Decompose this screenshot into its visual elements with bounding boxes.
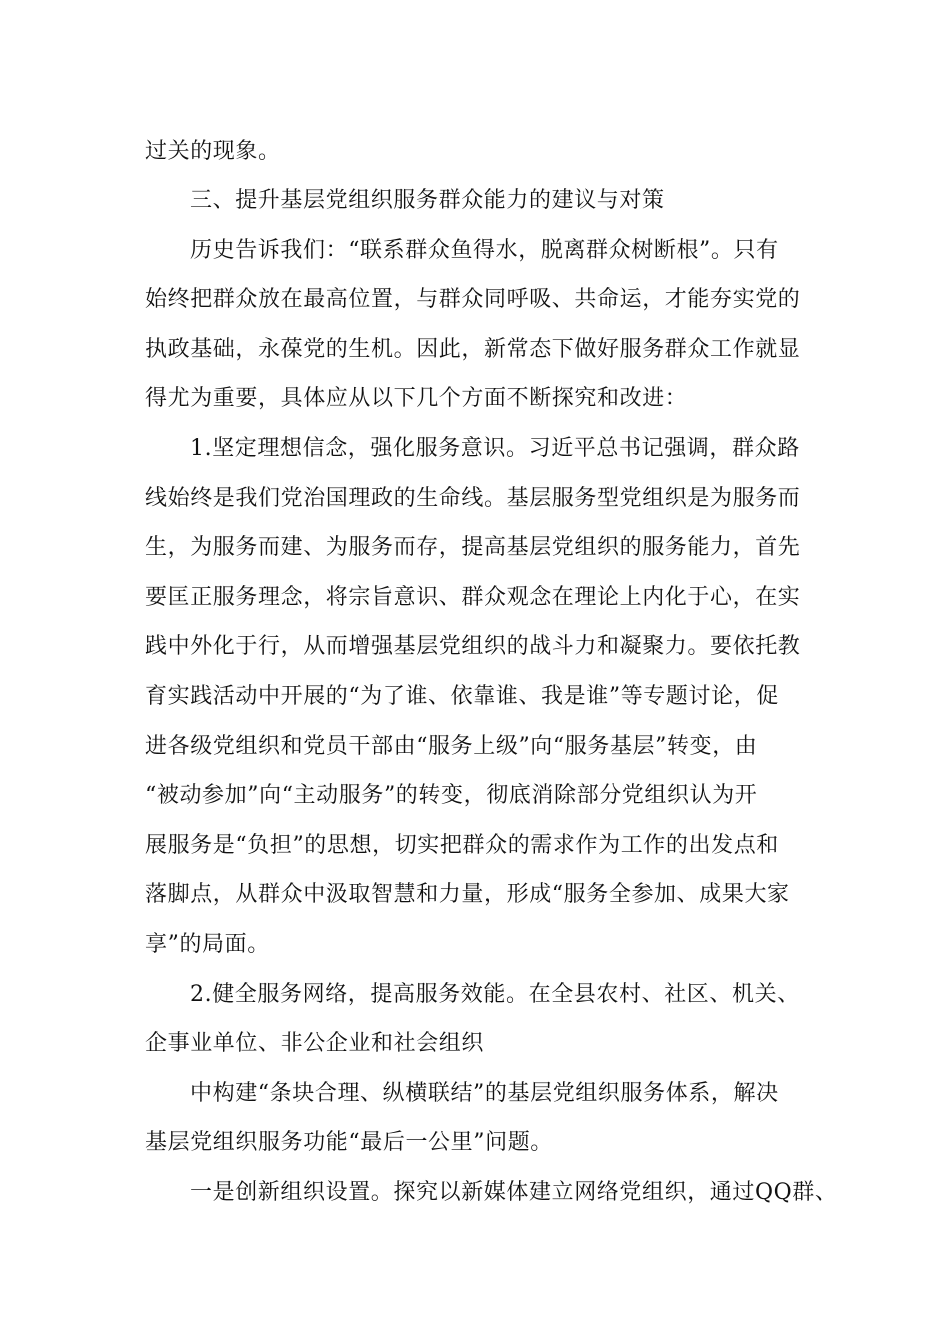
paragraph-line: 企事业单位、非公企业和社会组织 — [145, 1031, 485, 1056]
paragraph-line: 始终把群众放在最高位置，与群众同呼吸、共命运，才能夯实党的 — [145, 287, 801, 312]
paragraph-line: 线始终是我们党治国理政的生命线。基层服务型党组织是为服务而 — [145, 486, 801, 511]
section-heading: 三、提升基层党组织服务群众能力的建议与对策 — [190, 188, 665, 213]
paragraph-line: 得尤为重要，具体应从以下几个方面不断探究和改进： — [145, 386, 688, 411]
paragraph-line: 进各级党组织和党员干部由“服务上级”向“服务基层”转变，由 — [145, 734, 758, 759]
paragraph-line: “被动参加”向“主动服务”的转变，彻底消除部分党组织认为开 — [145, 783, 758, 808]
paragraph-line: 享”的局面。 — [145, 932, 270, 957]
paragraph-line: 践中外化于行，从而增强基层党组织的战斗力和凝聚力。要依托教 — [145, 634, 801, 659]
paragraph-line: 1.坚定理想信念，强化服务意识。习近平总书记强调，群众路 — [190, 436, 800, 461]
paragraph-line: 育实践活动中开展的“为了谁、依靠谁、我是谁”等专题讨论，促 — [145, 684, 779, 709]
paragraph-line: 执政基础，永葆党的生机。因此，新常态下做好服务群众工作就显 — [145, 337, 801, 362]
paragraph-line: 落脚点，从群众中汲取智慧和力量，形成“服务全参加、成果大家 — [145, 882, 790, 907]
paragraph-line: 2.健全服务网络，提高服务效能。在全县农村、社区、机关、 — [190, 982, 800, 1007]
paragraph-line: 生，为服务而建、为服务而存，提高基层党组织的服务能力，首先 — [145, 535, 801, 560]
paragraph-line: 历史告诉我们：“联系群众鱼得水，脱离群众树断根”。只有 — [190, 238, 779, 263]
paragraph-line: 中构建“条块合理、纵横联结”的基层党组织服务体系，解决 — [190, 1081, 779, 1106]
paragraph-line: 基层党组织服务功能“最后一公里”问题。 — [145, 1130, 553, 1155]
paragraph-line: 一是创新组织设置。探究以新媒体建立网络党组织，通过QQ群、 — [190, 1180, 838, 1205]
paragraph-line: 要匡正服务理念，将宗旨意识、群众观念在理论上内化于心，在实 — [145, 585, 801, 610]
text-line: 过关的现象。 — [145, 139, 281, 164]
paragraph-line: 展服务是“负担”的思想，切实把群众的需求作为工作的出发点和 — [145, 833, 779, 858]
